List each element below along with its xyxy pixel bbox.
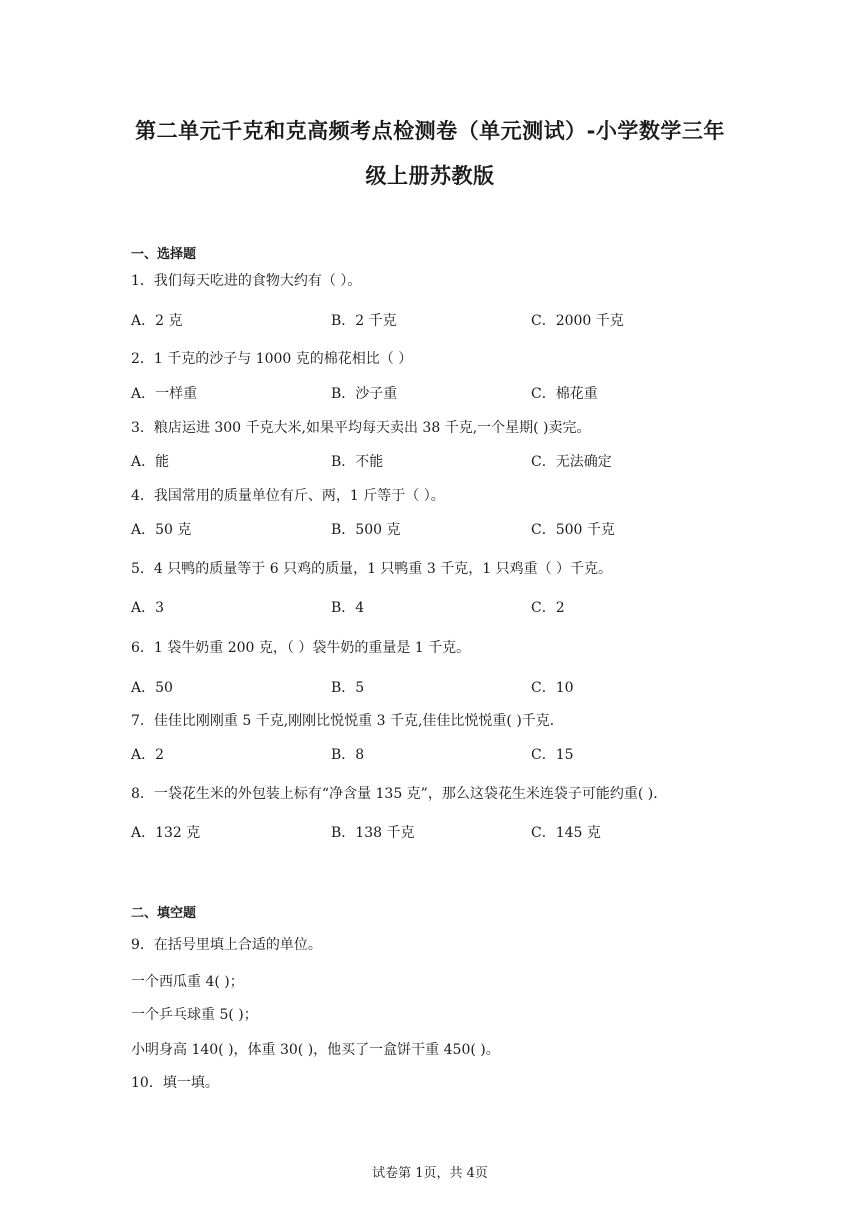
question-5-option-c: C．2 xyxy=(531,600,565,616)
question-8-option-b: B．138 千克 xyxy=(331,825,415,841)
question-5-option-a: A．3 xyxy=(131,600,165,616)
page-footer: 试卷第 1页，共 4页 xyxy=(372,1166,488,1181)
page-title-line-1: 第二单元千克和克高频考点检测卷（单元测试）-小学数学三年 xyxy=(135,119,725,143)
question-8-option-c: C．145 克 xyxy=(531,825,601,841)
question-1-option-c: C．2000 千克 xyxy=(531,313,624,329)
question-7: 7．佳佳比刚刚重 5 千克,刚刚比悦悦重 3 千克,佳佳比悦悦重( )千克． xyxy=(131,713,564,729)
question-4-option-c: C．500 千克 xyxy=(531,522,615,538)
question-8: 8．一袋花生米的外包装上标有“净含量 135 克”，那么这袋花生米连袋子可能约重( ). xyxy=(131,786,658,802)
question-6-option-c: C．10 xyxy=(531,680,574,696)
question-2-option-b: B．沙子重 xyxy=(331,386,398,402)
question-2-option-a: A．一样重 xyxy=(131,386,198,402)
question-6-option-b: B．5 xyxy=(331,680,365,696)
question-3-option-c: C．无法确定 xyxy=(531,454,612,470)
question-6-option-a: A．50 xyxy=(131,680,173,696)
question-9-line-3: 小明身高 140( )，体重 30( )，他买了一盒饼干重 450( )。 xyxy=(131,1042,500,1058)
question-9-line-2: 一个乒乓球重 5( )； xyxy=(131,1007,258,1023)
question-7-option-a: A．2 xyxy=(131,747,165,763)
page-title-line-2: 级上册苏教版 xyxy=(365,164,495,188)
question-5: 5．4 只鸭的质量等于 6 只鸡的质量，1 只鸭重 3 千克，1 只鸡重（ ）千克。 xyxy=(131,561,613,577)
section-heading-choice: 一、选择题 xyxy=(131,247,197,262)
question-8-option-a: A．132 克 xyxy=(131,825,201,841)
question-5-option-b: B．4 xyxy=(331,600,365,616)
question-9: 9．在括号里填上合适的单位。 xyxy=(131,937,322,953)
question-3-option-b: B．不能 xyxy=(331,454,384,470)
question-4-option-b: B．500 克 xyxy=(331,522,401,538)
question-9-line-1: 一个西瓜重 4( )； xyxy=(131,974,244,990)
question-3-option-a: A．能 xyxy=(131,454,170,470)
question-1: 1．我们每天吃进的食物大约有（ ）。 xyxy=(131,273,362,289)
question-7-option-c: C．15 xyxy=(531,747,574,763)
question-3: 3．粮店运进 300 千克大米,如果平均每天卖出 38 千克,一个星期( )卖完。 xyxy=(131,420,591,436)
section-heading-fill: 二、填空题 xyxy=(131,906,197,921)
question-4: 4．我国常用的质量单位有斤、两，1 斤等于（ ）。 xyxy=(131,488,445,504)
question-10: 10．填一填。 xyxy=(131,1075,219,1091)
question-2-option-c: C．棉花重 xyxy=(531,386,598,402)
question-2: 2．1 千克的沙子与 1000 克的棉花相比（ ） xyxy=(131,351,413,367)
question-4-option-a: A．50 克 xyxy=(131,522,192,538)
question-6: 6．1 袋牛奶重 200 克，（ ）袋牛奶的重量是 1 千克。 xyxy=(131,640,471,656)
question-1-option-a: A．2 克 xyxy=(131,313,183,329)
question-7-option-b: B．8 xyxy=(331,747,365,763)
question-1-option-b: B．2 千克 xyxy=(331,313,397,329)
